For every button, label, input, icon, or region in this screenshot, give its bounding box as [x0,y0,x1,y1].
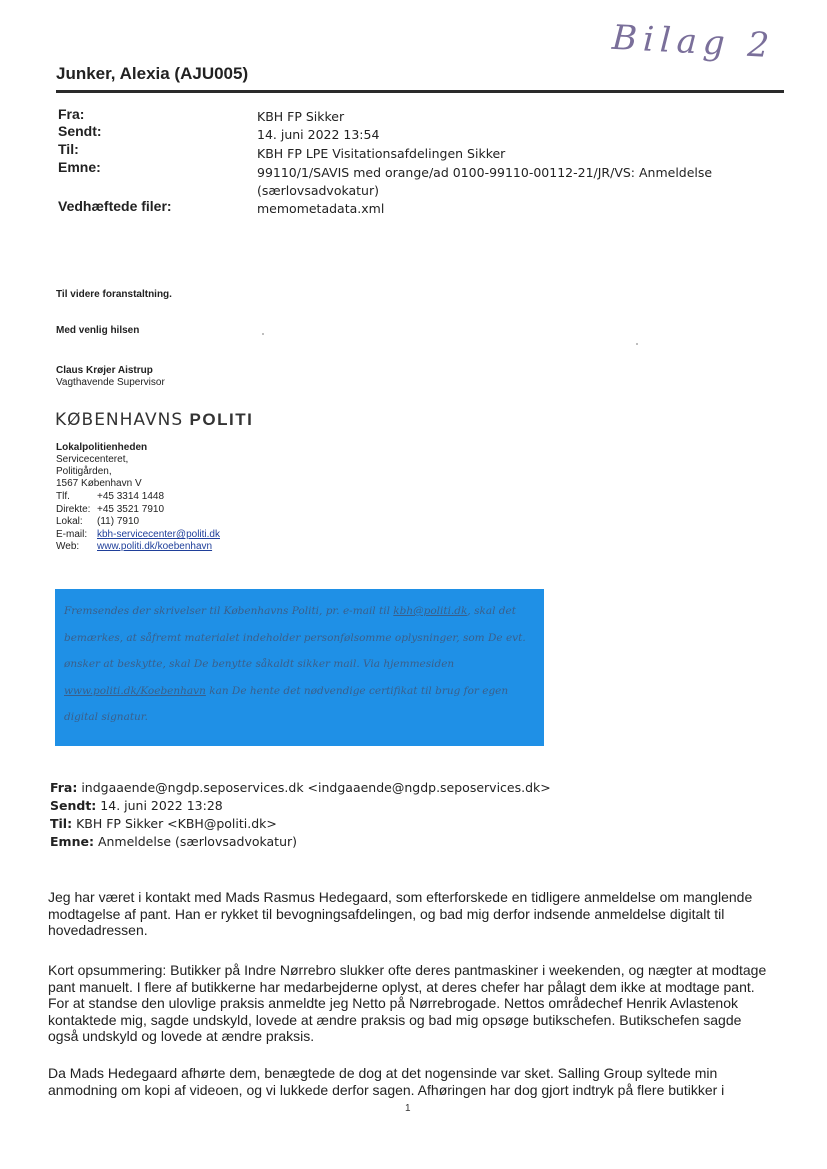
forwarded-sent [50,798,223,813]
logo-text-part1: KØBENHAVNS [55,410,184,430]
contact-web-label: Web: [56,541,80,552]
forwarded-subject-label: Emne: [50,834,94,849]
handwritten-annotation: Bilag 2 [611,17,777,67]
contact-email-label: E-mail: [56,529,88,540]
notice-text-part-1: Fremsendes der skrivelser til Københavns Politi, pr. e-mail til [64,605,394,617]
contact-lokal: (11) 7910 [97,516,140,527]
logo-text-part2: POLITI [189,410,254,429]
header-divider [56,90,784,93]
contact-lokal-label: Lokal: [56,516,83,527]
forwarded-from-label: Fra: [50,780,78,795]
forwarded-subject [50,834,297,849]
contact-address-line-1: Servicecenteret, [56,454,129,465]
meta-label-from: Fra: [58,106,85,122]
contact-address-line-3: 1567 København V [56,478,142,489]
contact-direkte: +45 3521 7910 [97,504,165,515]
forwarded-subject-value: Anmeldelse (særlovsadvokatur) [97,834,298,849]
meta-value-from: KBH FP Sikker [257,109,345,124]
meta-label-attachments: Vedhæftede filer: [58,198,172,214]
secure-mail-notice-text [64,598,540,731]
forwarded-to [50,816,277,831]
contact-unit: Lokalpolitienheden [56,442,148,453]
body-paragraph-2: Kort opsummering: Butikker på Indre Nørrebro slukker ofte deres pantmaskiner i weekenden, og nægter at modtage pant manuelt. I flere af butikkerne har medarbejderne oplyst, at deres chefer har pålagt dem ikke at modtage pant. For at standse den ulovlige praksis anmeldte jeg Netto på Nørrebrogade. Nettos områdechef Henrik Avlastenok kontaktede mig, sagde undskyld, lovede at ændre praksis og bad mig opsøge butikschefen. Butikschefen sagde også undskyld og lovede at ændre praksis. [48,962,767,1044]
sender-title: Vagthavende Supervisor [56,377,165,388]
notice-text-part-2: , skal det bemærkes, at såfremt materialet indeholder personfølsomme oplysninger, som De evt. ønsker at beskytte, skal De benytte såkaldt sikker mail. Via hjemmesiden [64,605,526,670]
notice-text-part-3: kan De hente det nødvendige certifikat til brug for egen digital signatur. [64,684,509,723]
message-greeting: Med venlig hilsen [56,325,140,336]
forwarded-sent-value: 14. juni 2022 13:28 [100,798,223,813]
contact-direkte-label: Direkte: [56,504,91,515]
forwarded-from-value: indgaaende@ngdp.seposervices.dk <indgaaende@ngdp.seposervices.dk> [81,780,551,795]
notice-web-link[interactable]: www.politi.dk/Koebenhavn [64,684,206,697]
contact-email-link[interactable]: kbh-servicecenter@politi.dk [97,529,220,540]
forwarded-to-value: KBH FP Sikker <KBH@politi.dk> [76,816,277,831]
contact-web-link[interactable]: www.politi.dk/koebenhavn [97,541,213,552]
meta-value-sent: 14. juni 2022 13:54 [257,127,380,142]
forwarded-to-label: Til: [50,816,73,831]
mailbox-owner-name: Junker, Alexia (AJU005) [56,64,249,83]
page-number: 1 [405,1103,411,1114]
meta-value-to: KBH FP LPE Visitationsafdelingen Sikker [257,146,506,161]
police-logo [55,410,253,430]
contact-address-line-2: Politigården, [56,466,112,477]
attachment-link[interactable]: memometadata.xml [257,201,385,216]
body-paragraph-3: Da Mads Hedegaard afhørte dem, benægtede de dog at det nogensinde var sket. Salling Group syltede min anmodning om kopi af videoen, og vi lukkede derfor sagen. Afhøringen har dog gjort indtryk på flere butikker i [48,1065,725,1098]
meta-label-to: Til: [58,141,79,157]
scan-speck [636,343,638,345]
meta-label-subject: Emne: [58,159,101,175]
sender-name: Claus Krøjer Aistrup [56,365,153,376]
forwarded-from [50,780,551,795]
contact-tlf-label: Tlf. [56,491,70,502]
body-paragraph-1: Jeg har været i kontakt med Mads Rasmus Hedegaard, som efterforskede en tidligere anmeldelse om manglende modtagelse af pant. Han er rykket til bevogningsafdelingen, og bad mig derfor indsende anmeldelse digitalt til hovedadressen. [48,889,753,938]
scan-speck [262,333,264,335]
contact-tlf: +45 3314 1448 [97,491,165,502]
meta-value-subject: 99110/1/SAVIS med orange/ad 0100-99110-00112-21/JR/VS: Anmeldelse (særlovsadvokatur) [257,165,713,198]
meta-label-sent: Sendt: [58,123,102,139]
notice-email-link[interactable]: kbh@politi.dk [393,605,468,617]
message-line-1: Til videre foranstaltning. [56,289,172,300]
forwarded-sent-label: Sendt: [50,798,97,813]
